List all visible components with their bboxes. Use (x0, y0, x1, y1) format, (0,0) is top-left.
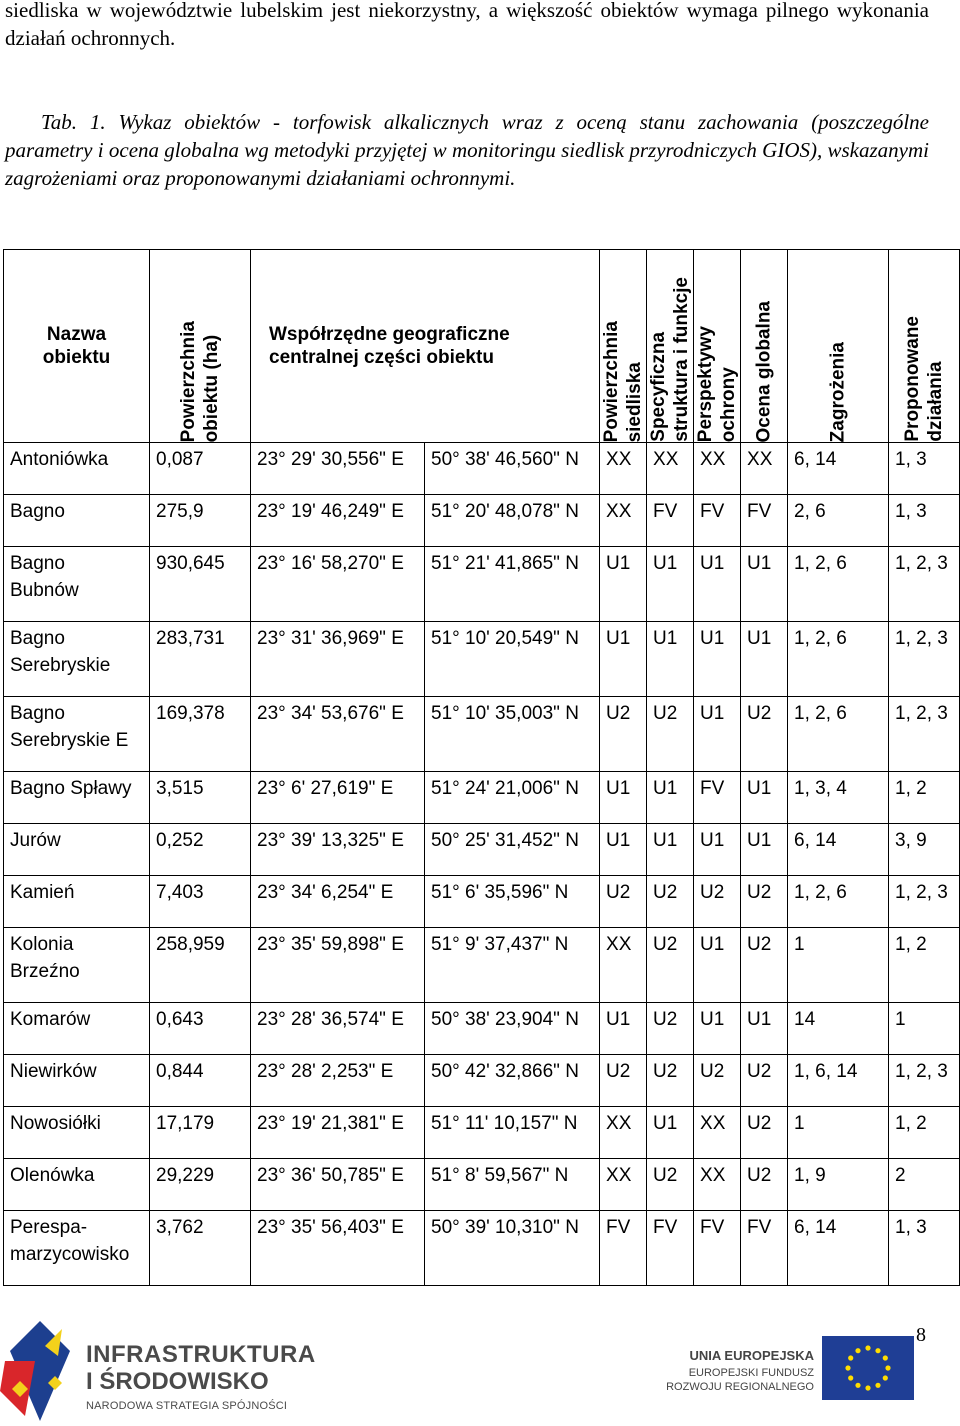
eu-star (875, 1383, 880, 1388)
cell-p2: U2 (647, 1055, 694, 1107)
cell-area: 0,252 (150, 824, 251, 876)
cell-lon: 23° 28' 2,253" E (251, 1055, 425, 1107)
cell-name: Niewirków (4, 1055, 150, 1107)
eu-star (848, 1355, 853, 1360)
cell-area: 0,643 (150, 1003, 251, 1055)
header-prospects: Perspektywy ochrony (694, 250, 741, 443)
cell-lon: 23° 19' 21,381" E (251, 1107, 425, 1159)
cell-lon: 23° 6' 27,619" E (251, 772, 425, 824)
table-row (4, 1159, 960, 1211)
cell-p2: FV (647, 495, 694, 547)
table-row (4, 622, 960, 697)
cell-name: Bagno Spławy (4, 772, 150, 824)
cell-lat: 51° 10' 20,549" N (425, 622, 600, 697)
table-row (4, 443, 960, 495)
eu-star (865, 1345, 870, 1350)
cell-name: Olenówka (4, 1159, 150, 1211)
cell-p2: U2 (647, 697, 694, 772)
cell-p1: U1 (600, 547, 647, 622)
cell-area: 7,403 (150, 876, 251, 928)
cell-p1: XX (600, 495, 647, 547)
cell-name: Bagno Serebryskie E (4, 697, 150, 772)
cell-name: Antoniówka (4, 443, 150, 495)
header-global: Ocena globalna (741, 250, 788, 443)
cell-actions: 1, 2, 3 (889, 1055, 960, 1107)
header-structure: Specyficzna struktura i funkcje (647, 250, 694, 443)
cell-lon: 23° 28' 36,574" E (251, 1003, 425, 1055)
cell-p3: U1 (694, 928, 741, 1003)
cell-p1: U1 (600, 772, 647, 824)
eu-star (845, 1365, 850, 1370)
cell-name: Bagno Bubnów (4, 547, 150, 622)
cell-area: 283,731 (150, 622, 251, 697)
cell-threats: 1, 2, 6 (788, 697, 889, 772)
cell-area: 17,179 (150, 1107, 251, 1159)
cell-p1: U2 (600, 1055, 647, 1107)
cell-actions: 1, 3 (889, 443, 960, 495)
cell-area: 0,087 (150, 443, 251, 495)
cell-area: 0,844 (150, 1055, 251, 1107)
cell-lat: 51° 20' 48,078" N (425, 495, 600, 547)
cell-name: Perespa- marzycowisko (4, 1211, 150, 1286)
cell-p3: XX (694, 443, 741, 495)
cell-actions: 1, 2, 3 (889, 876, 960, 928)
cell-p4: U1 (741, 622, 788, 697)
cell-name: Kolonia Brzeźno (4, 928, 150, 1003)
cell-p1: XX (600, 443, 647, 495)
cell-actions: 1, 2, 3 (889, 622, 960, 697)
header-threats: Zagrożenia (788, 250, 889, 443)
cell-actions: 2 (889, 1159, 960, 1211)
table-row (4, 495, 960, 547)
eu-star (855, 1383, 860, 1388)
header-area: Powierzchnia obiektu (ha) (150, 250, 251, 443)
cell-threats: 1, 9 (788, 1159, 889, 1211)
cell-p4: XX (741, 443, 788, 495)
cell-lat: 51° 21' 41,865" N (425, 547, 600, 622)
table-header-row (4, 250, 960, 443)
table-row (4, 1107, 960, 1159)
cell-p4: FV (741, 495, 788, 547)
cell-p2: FV (647, 1211, 694, 1286)
cell-p3: U2 (694, 876, 741, 928)
cell-lon: 23° 35' 56,403" E (251, 1211, 425, 1286)
table-row (4, 547, 960, 622)
caption-label: Tab. 1. (41, 110, 106, 134)
cell-area: 275,9 (150, 495, 251, 547)
cell-name: Kamień (4, 876, 150, 928)
cell-lat: 50° 25' 31,452" N (425, 824, 600, 876)
table-row (4, 1211, 960, 1286)
cell-p3: U1 (694, 824, 741, 876)
eu-star (883, 1375, 888, 1380)
cell-actions: 3, 9 (889, 824, 960, 876)
cell-actions: 1, 2 (889, 772, 960, 824)
cell-p1: U1 (600, 1003, 647, 1055)
cell-lat: 50° 39' 10,310" N (425, 1211, 600, 1286)
cell-lon: 23° 36' 50,785" E (251, 1159, 425, 1211)
cell-p2: U1 (647, 547, 694, 622)
cell-lon: 23° 29' 30,556" E (251, 443, 425, 495)
cell-area: 930,645 (150, 547, 251, 622)
cell-area: 3,762 (150, 1211, 251, 1286)
cell-p3: U1 (694, 1003, 741, 1055)
eu-star (875, 1348, 880, 1353)
cell-lat: 51° 6' 35,596" N (425, 876, 600, 928)
cell-p4: U2 (741, 697, 788, 772)
cell-threats: 14 (788, 1003, 889, 1055)
table-caption (5, 108, 929, 192)
cell-p1: XX (600, 1159, 647, 1211)
cell-lon: 23° 34' 53,676" E (251, 697, 425, 772)
eu-star (865, 1385, 870, 1390)
page-number: 8 (916, 1324, 926, 1346)
cell-actions: 1, 2 (889, 1107, 960, 1159)
cell-p2: U1 (647, 824, 694, 876)
cell-lat: 50° 38' 46,560" N (425, 443, 600, 495)
brand-line2: I ŚRODOWISKO (86, 1368, 269, 1395)
cell-threats: 1, 3, 4 (788, 772, 889, 824)
cell-lat: 50° 38' 23,904" N (425, 1003, 600, 1055)
cell-actions: 1, 2 (889, 928, 960, 1003)
table-row (4, 1003, 960, 1055)
cell-p2: U1 (647, 1107, 694, 1159)
cell-lat: 51° 8' 59,567" N (425, 1159, 600, 1211)
cell-threats: 6, 14 (788, 443, 889, 495)
header-habitat-area: Powierzchnia siedliska (600, 250, 647, 443)
intro-paragraph: siedliska w województwie lubelskim jest niekorzystny, a większość obiektów wymaga pilnego wykonania działań ochronnych. (5, 0, 929, 50)
cell-p3: U2 (694, 1055, 741, 1107)
cell-actions: 1, 3 (889, 495, 960, 547)
cell-actions: 1, 3 (889, 1211, 960, 1286)
cell-p3: FV (694, 1211, 741, 1286)
cell-p3: FV (694, 495, 741, 547)
cell-p3: U1 (694, 697, 741, 772)
eu-line2-3: EUROPEJSKI FUNDUSZ ROZWOJU REGIONALNEGO (666, 1367, 814, 1393)
cell-lat: 51° 24' 21,006" N (425, 772, 600, 824)
cell-p2: U2 (647, 928, 694, 1003)
objects-table (3, 249, 960, 1286)
page-footer (0, 1306, 960, 1426)
cell-p1: U1 (600, 622, 647, 697)
cell-p3: XX (694, 1159, 741, 1211)
infrastruktura-logo-icon (0, 1321, 80, 1421)
cell-p1: FV (600, 1211, 647, 1286)
cell-p4: U2 (741, 1159, 788, 1211)
cell-name: Bagno Serebryskie (4, 622, 150, 697)
cell-area: 258,959 (150, 928, 251, 1003)
cell-actions: 1, 2, 3 (889, 697, 960, 772)
cell-p4: U2 (741, 928, 788, 1003)
cell-p2: U1 (647, 772, 694, 824)
cell-name: Komarów (4, 1003, 150, 1055)
cell-lon: 23° 34' 6,254" E (251, 876, 425, 928)
cell-p1: XX (600, 1107, 647, 1159)
cell-lat: 51° 10' 35,003" N (425, 697, 600, 772)
table-row (4, 772, 960, 824)
brand-line3: NARODOWA STRATEGIA SPÓJNOŚCI (86, 1400, 288, 1412)
table-row (4, 1055, 960, 1107)
cell-p3: FV (694, 772, 741, 824)
table-row (4, 876, 960, 928)
cell-p1: U2 (600, 697, 647, 772)
header-name: Nazwa obiektu (4, 250, 150, 443)
cell-p1: U2 (600, 876, 647, 928)
cell-name: Nowosiółki (4, 1107, 150, 1159)
cell-p3: XX (694, 1107, 741, 1159)
cell-name: Jurów (4, 824, 150, 876)
eu-flag-icon (822, 1336, 914, 1400)
cell-threats: 6, 14 (788, 1211, 889, 1286)
eu-star (885, 1365, 890, 1370)
cell-threats: 6, 14 (788, 824, 889, 876)
cell-area: 29,229 (150, 1159, 251, 1211)
cell-p3: U1 (694, 547, 741, 622)
cell-actions: 1 (889, 1003, 960, 1055)
cell-p4: U1 (741, 1003, 788, 1055)
cell-area: 169,378 (150, 697, 251, 772)
table-row (4, 824, 960, 876)
cell-lat: 51° 11' 10,157" N (425, 1107, 600, 1159)
cell-p3: U1 (694, 622, 741, 697)
table-row (4, 697, 960, 772)
eu-star (883, 1355, 888, 1360)
cell-threats: 1 (788, 928, 889, 1003)
cell-area: 3,515 (150, 772, 251, 824)
brand-line1: INFRASTRUKTURA (86, 1341, 316, 1368)
cell-p4: FV (741, 1211, 788, 1286)
cell-p2: U2 (647, 1159, 694, 1211)
cell-p1: U1 (600, 824, 647, 876)
cell-actions: 1, 2, 3 (889, 547, 960, 622)
cell-p2: U2 (647, 1003, 694, 1055)
cell-p4: U1 (741, 547, 788, 622)
cell-p1: XX (600, 928, 647, 1003)
cell-name: Bagno (4, 495, 150, 547)
cell-p2: XX (647, 443, 694, 495)
cell-p2: U1 (647, 622, 694, 697)
cell-lon: 23° 19' 46,249" E (251, 495, 425, 547)
cell-threats: 1, 2, 6 (788, 622, 889, 697)
table-row (4, 928, 960, 1003)
cell-threats: 1, 2, 6 (788, 876, 889, 928)
cell-lon: 23° 31' 36,969" E (251, 622, 425, 697)
cell-lat: 50° 42' 32,866" N (425, 1055, 600, 1107)
cell-p4: U1 (741, 824, 788, 876)
cell-lon: 23° 16' 58,270" E (251, 547, 425, 622)
cell-threats: 1, 6, 14 (788, 1055, 889, 1107)
eu-star (848, 1375, 853, 1380)
cell-lon: 23° 35' 59,898" E (251, 928, 425, 1003)
cell-threats: 1 (788, 1107, 889, 1159)
cell-threats: 2, 6 (788, 495, 889, 547)
cell-p2: U2 (647, 876, 694, 928)
cell-lon: 23° 39' 13,325" E (251, 824, 425, 876)
header-coords: Współrzędne geograficzne centralnej części obiektu (251, 250, 600, 443)
cell-threats: 1, 2, 6 (788, 547, 889, 622)
cell-p4: U2 (741, 876, 788, 928)
cell-lat: 51° 9' 37,437" N (425, 928, 600, 1003)
cell-p4: U1 (741, 772, 788, 824)
caption-text: Wykaz obiektów - torfowisk alkalicznych wraz z oceną stanu zachowania (poszczególne parametry i ocena globalna wg metodyki przyjętej w monitoringu siedlisk przyrodniczych GIOS), wskazanymi zagrożeniami oraz proponowanymi działaniami ochronnymi. (5, 110, 929, 190)
cell-p4: U2 (741, 1055, 788, 1107)
eu-line1: UNIA EUROPEJSKA (689, 1348, 814, 1363)
cell-p4: U2 (741, 1107, 788, 1159)
eu-star (855, 1348, 860, 1353)
header-actions: Proponowane działania (889, 250, 960, 443)
